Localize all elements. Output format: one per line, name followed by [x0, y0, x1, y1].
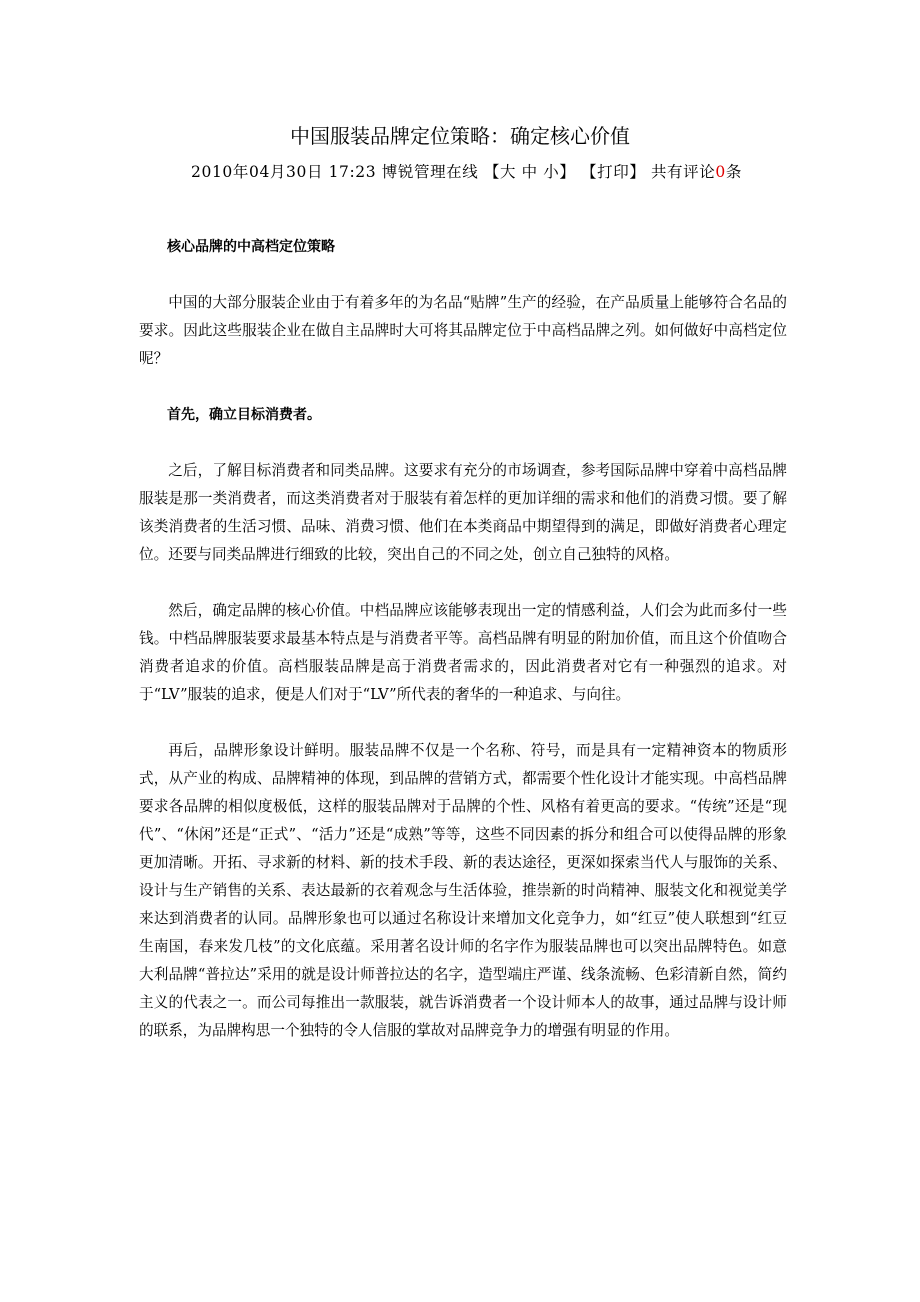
section-heading: 首先，确立目标消费者。 — [167, 407, 321, 423]
paragraph: 中国的大部分服装企业由于有着多年的为名品“贴牌”生产的经验，在产品质量上能够符合名品的要求。因此这些服装企业在做自主品牌时大可将其品牌定位于中高档品牌之列。如何做好中高档定位呢？ — [139, 294, 787, 367]
article-body — [139, 233, 787, 1073]
publish-date: 2010年04月30日 17:23 — [191, 163, 377, 181]
article-meta — [139, 159, 794, 186]
print-link[interactable]: 【打印】 — [581, 163, 646, 181]
paragraph: 然后，确定品牌的核心价值。中档品牌应该能够表现出一定的情感利益，人们会为此而多付一些钱。中档品牌服装要求最基本特点是与消费者平等。高档品牌有明显的附加价值，而且这个价值吻合消费者追求的价值。高档服装品牌是高于消费者需求的，因此消费者对它有一种强烈的追求。对于“LV”服装的追求，便是人们对于“LV”所代表的奢华的一种追求、与向往。 — [139, 602, 787, 703]
section-heading: 核心品牌的中高档定位策略 — [167, 239, 335, 255]
paragraph: 之后，了解目标消费者和同类品牌。这要求有充分的市场调查，参考国际品牌中穿着中高档品牌服装是那一类消费者，而这类消费者对于服装有着怎样的更加详细的需求和他们的消费习惯。要了解该类消费者的生活习惯、品味、消费习惯、他们在本类商品中期望得到的满足，即做好消费者心理定位。还要与同类品牌进行细致的比较，突出自己的不同之处，创立自己独特的风格。 — [139, 462, 787, 563]
source-name: 博锐管理在线 — [381, 163, 479, 181]
comments-prefix: 共有评论 — [650, 163, 716, 181]
paragraph: 再后，品牌形象设计鲜明。服装品牌不仅是一个名称、符号，而是具有一定精神资本的物质形式，从产业的构成、品牌精神的体现，到品牌的营销方式，都需要个性化设计才能实现。中高档品牌要求各品牌的相似度极低，这样的服装品牌对于品牌的个性、风格有着更高的要求。“传统”还是“现代”、“休闲”还是“正式”、“活力”还是“成熟”等等，这些不同因素的拆分和组合可以使得品牌的形象更加清晰。开拓、寻求新的材料、新的技术手段、新的表达途径，更深如探索当代人与服饰的关系、设计与生产销售的关系、表达最新的衣着观念与生活体验，推崇新的时尚精神、服装文化和视觉美学来达到消费者的认同。品牌形象也可以通过名称设计来增加文化竞争力，如“红豆”使人联想到“红豆生南国，春来发几枝”的文化底蕴。采用著名设计师的名字作为服装品牌也可以突出品牌特色。如意大利品牌“普拉达”采用的就是设计师普拉达的名字，造型端庄严谨、线条流畅、色彩清新自然，简约主义的代表之一。而公司每推出一款服装，就告诉消费者一个设计师本人的故事，通过品牌与设计师的联系，为品牌构思一个独特的令人信服的掌故对品牌竞争力的增强有明显的作用。 — [139, 742, 787, 1039]
comments-suffix: 条 — [725, 163, 742, 181]
article-title: 中国服装品牌定位策略：确定核心价值 — [290, 124, 630, 148]
font-size-controls[interactable]: 【大 中 小】 — [483, 163, 576, 181]
comment-count: 0 — [715, 163, 726, 181]
